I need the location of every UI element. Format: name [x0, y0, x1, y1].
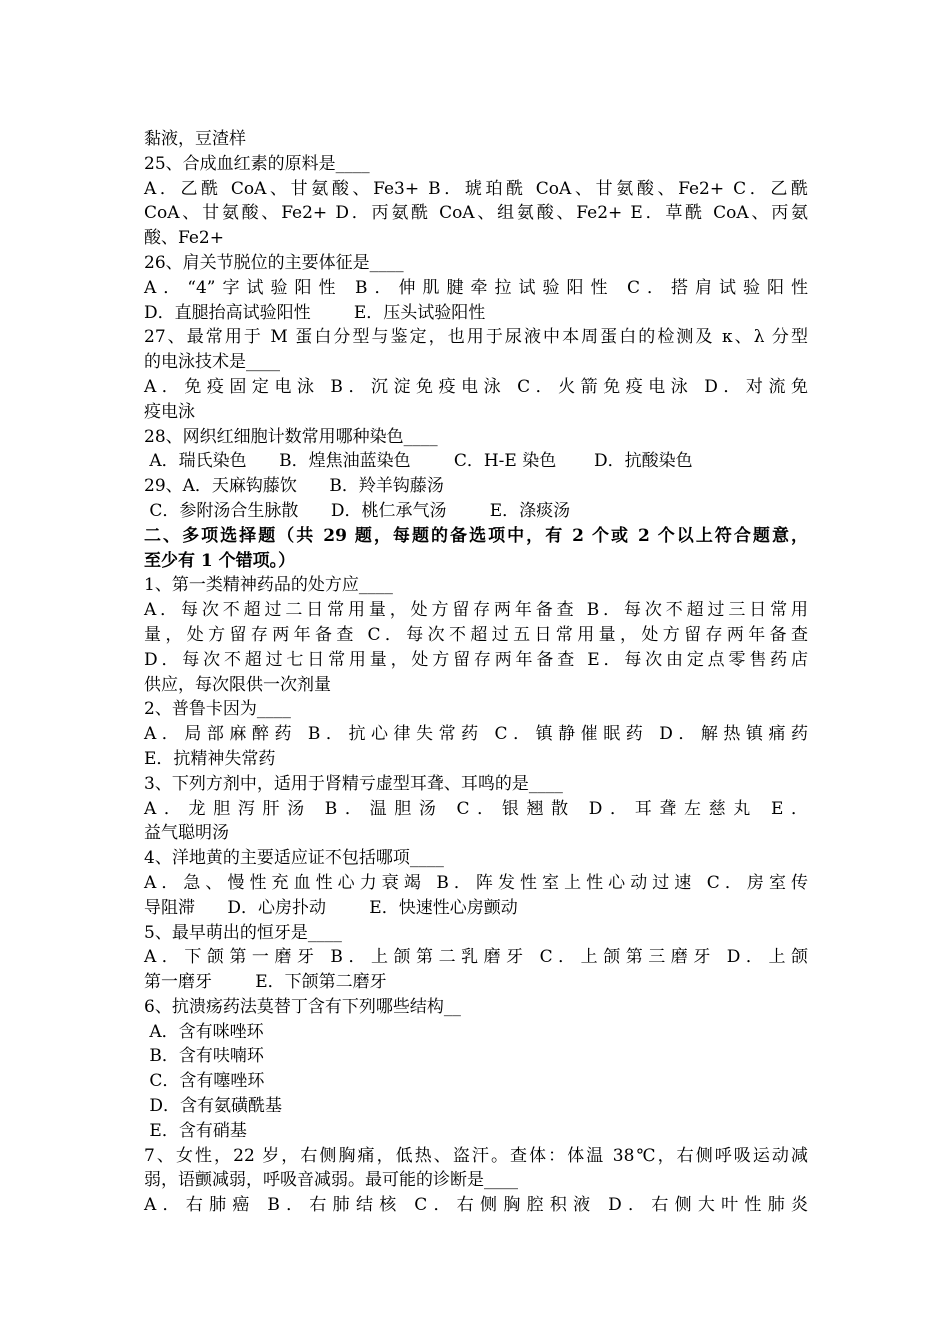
text-line: 28、网织红细胞计数常用哪种染色____: [144, 426, 438, 447]
text-line: 供应，每次限供一次剂量: [144, 674, 331, 695]
text-line: A．免疫固定电泳 B．沉淀免疫电泳 C．火箭免疫电泳 D．对流免: [144, 376, 808, 397]
text-line: A．“4”字试验阳性 B．伸肌腱牵拉试验阳性 C．搭肩试验阳性: [144, 277, 808, 298]
text-line: 1、第一类精神药品的处方应____: [144, 575, 393, 596]
text-line: E．含有硝基: [144, 1120, 247, 1141]
section-heading-line: 二、多项选择题（共 29 题，每题的备选项中，有 2 个或 2 个以上符合题意，: [144, 525, 808, 546]
text-line: 29、A．天麻钩藤饮 B．羚羊钩藤汤: [144, 476, 444, 497]
text-line: E．抗精神失常药: [144, 748, 276, 769]
text-line: 的电泳技术是____: [144, 352, 280, 373]
text-line: 酸、Fe2+: [144, 228, 224, 249]
text-line: 4、洋地黄的主要适应证不包括哪项____: [144, 848, 444, 869]
text-line: 7、女性，22 岁，右侧胸痛，低热、盗汗。查体：体温 38℃，右侧呼吸运动减: [144, 1145, 808, 1166]
text-line: 3、下列方剂中，适用于肾精亏虚型耳聋、耳鸣的是____: [144, 773, 563, 794]
text-line: 6、抗溃疡药法莫替丁含有下列哪些结构__: [144, 996, 461, 1017]
text-line: C．含有噻唑环: [144, 1071, 265, 1092]
text-line: A．下颌第一磨牙 B．上颌第二乳磨牙 C．上颌第三磨牙 D．上颌: [144, 947, 808, 968]
text-line: A．瑞氏染色 B．煌焦油蓝染色 C．H-E 染色 D．抗酸染色: [144, 451, 693, 472]
document-page: [144, 127, 808, 1218]
section-heading-line: 至少有 1 个错项。）: [144, 550, 296, 571]
text-line: 疫电泳: [144, 401, 195, 422]
text-line: A．含有咪唑环: [144, 1021, 264, 1042]
text-line: B．含有呋喃环: [144, 1046, 264, 1067]
text-line: D．每次不超过七日常用量，处方留存两年备查 E．每次由定点零售药店: [144, 649, 808, 670]
text-line: 益气聪明汤: [144, 823, 229, 844]
text-line: A．右肺癌 B．右肺结核 C．右侧胸腔积液 D．右侧大叶性肺炎: [144, 1195, 808, 1216]
text-line: C．参附汤合生脉散 D．桃仁承气汤 E．涤痰汤: [144, 500, 571, 521]
text-line: A．龙胆泻肝汤 B．温胆汤 C．银翘散 D．耳聋左慈丸 E．: [144, 798, 808, 819]
text-line: D．直腿抬高试验阳性 E．压头试验阳性: [144, 302, 486, 323]
text-line: 2、普鲁卡因为____: [144, 699, 291, 720]
text-line: 5、最早萌出的恒牙是____: [144, 922, 342, 943]
text-line: 弱，语颤减弱，呼吸音减弱。最可能的诊断是____: [144, 1170, 518, 1191]
text-line: A．乙酰 CoA、甘氨酸、Fe3+ B．琥珀酰 CoA、甘氨酸、Fe2+ C．乙酰: [144, 178, 808, 199]
text-line: 第一磨牙 E．下颌第二磨牙: [144, 972, 387, 993]
text-line: 27、最常用于 M 蛋白分型与鉴定，也用于尿液中本周蛋白的检测及 κ、λ 分型: [144, 327, 808, 348]
text-line: 黏液，豆渣样: [144, 129, 246, 149]
text-line: 导阻滞 D．心房扑动 E．快速性心房颤动: [144, 897, 518, 918]
text-line: A．急、慢性充血性心力衰竭 B．阵发性室上性心动过速 C．房室传: [144, 872, 808, 893]
text-line: CoA、甘氨酸、Fe2+ D．丙氨酰 CoA、组氨酸、Fe2+ E．草酰 CoA、丙氨: [144, 203, 808, 224]
text-line: 26、肩关节脱位的主要体征是____: [144, 252, 404, 273]
text-line: 量，处方留存两年备查 C．每次不超过五日常用量，处方留存两年备查: [144, 624, 808, 645]
text-line: 25、合成血红素的原料是____: [144, 153, 370, 174]
text-line: A．每次不超过二日常用量，处方留存两年备查 B．每次不超过三日常用: [144, 600, 808, 621]
text-line: D．含有氨磺酰基: [144, 1096, 283, 1117]
text-line: A．局部麻醉药 B．抗心律失常药 C．镇静催眠药 D．解热镇痛药: [144, 724, 808, 745]
